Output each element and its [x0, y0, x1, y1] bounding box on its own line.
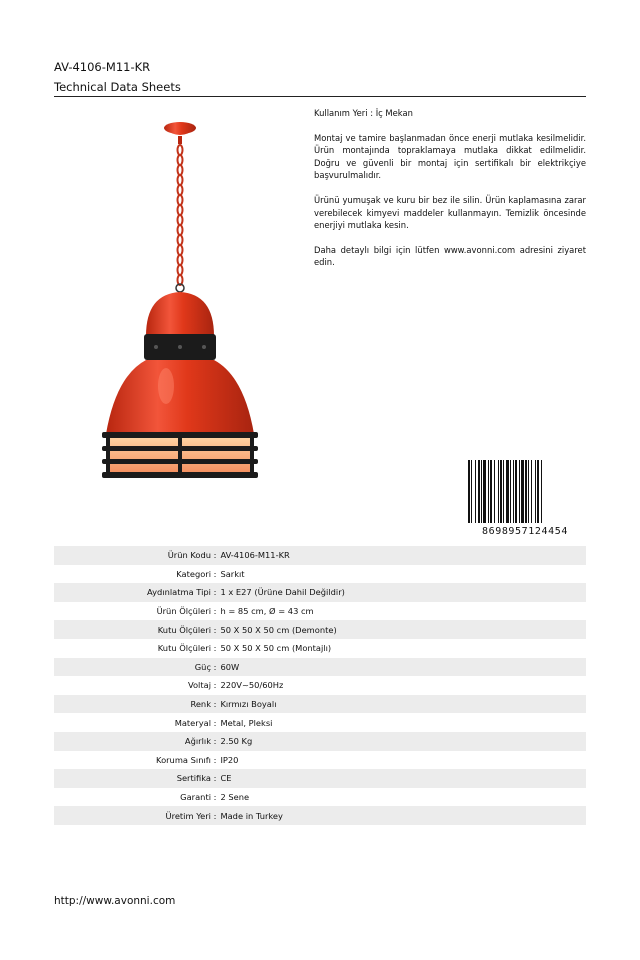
barcode-bar — [537, 460, 539, 523]
barcode-bar — [510, 460, 511, 523]
spec-separator: : — [211, 606, 217, 617]
spec-separator: : — [211, 550, 217, 561]
spec-label: Ürün Kodu — [167, 550, 211, 561]
barcode-bar — [478, 460, 480, 523]
barcode-bar — [498, 460, 499, 523]
spec-row — [54, 806, 586, 825]
barcode-bar — [488, 460, 489, 523]
spec-row — [54, 695, 586, 714]
spec-value: Kırmızı Boyalı — [220, 699, 277, 710]
spec-table — [54, 546, 586, 825]
spec-label: Kutu Ölçüleri — [157, 624, 211, 635]
spec-label: Materyal — [174, 717, 211, 728]
spec-value: IP20 — [220, 754, 239, 765]
spec-separator: : — [211, 568, 217, 579]
spec-value: h = 85 cm, Ø = 43 cm — [220, 606, 314, 617]
spec-label: Aydınlatma Tipi — [147, 587, 211, 598]
spec-separator: : — [211, 792, 217, 803]
spec-row — [54, 583, 586, 602]
barcode-bar — [494, 460, 495, 523]
spec-label: Sertifika — [176, 773, 211, 784]
spec-separator: : — [211, 773, 217, 784]
spec-separator: : — [211, 624, 217, 635]
spec-value: 50 X 50 X 50 cm (Demonte) — [220, 624, 337, 635]
barcode-bars — [468, 460, 542, 523]
barcode-digits: 8698957124454 — [481, 526, 569, 537]
spec-label: Kategori — [176, 568, 211, 579]
spec-value: 220V~50/60Hz — [220, 680, 284, 691]
header-divider — [54, 96, 586, 97]
spec-label: Garanti — [180, 792, 211, 803]
product-code-heading: AV-4106-M11-KR — [54, 60, 151, 74]
barcode-bar — [481, 460, 482, 523]
barcode-bar — [531, 460, 532, 523]
barcode-bar — [528, 460, 529, 523]
spec-value: 2.50 Kg — [220, 736, 253, 747]
usage-notes — [314, 107, 586, 281]
barcode — [466, 460, 584, 537]
spec-separator: : — [211, 680, 217, 691]
spec-row — [54, 713, 586, 732]
spec-row — [54, 639, 586, 658]
spec-separator: : — [211, 717, 217, 728]
spec-label: Koruma Sınıfı — [156, 754, 211, 765]
spec-row — [54, 565, 586, 584]
spec-separator: : — [211, 699, 217, 710]
footer-url[interactable]: http://www.avonni.com — [54, 895, 176, 907]
spec-separator: : — [211, 754, 217, 765]
spec-separator: : — [211, 810, 217, 821]
barcode-bar — [515, 460, 517, 523]
barcode-bar — [535, 460, 536, 523]
barcode-bar — [541, 460, 542, 523]
spec-label: Üretim Yeri — [165, 810, 211, 821]
spec-row — [54, 546, 586, 565]
barcode-bar — [525, 460, 527, 523]
spec-separator: : — [211, 643, 217, 654]
spec-value: AV-4106-M11-KR — [220, 550, 290, 561]
barcode-bar — [521, 460, 524, 523]
spec-row — [54, 620, 586, 639]
spec-label: Güç — [194, 661, 211, 672]
spec-separator: : — [211, 587, 217, 598]
spec-label: Ağırlık — [184, 736, 211, 747]
spec-row — [54, 788, 586, 807]
spec-label: Voltaj — [187, 680, 211, 691]
page-subtitle: Technical Data Sheets — [54, 80, 181, 94]
barcode-bar — [500, 460, 502, 523]
spec-row — [54, 732, 586, 751]
barcode-bar — [471, 460, 472, 523]
spec-value: 50 X 50 X 50 cm (Montajlı) — [220, 643, 332, 654]
barcode-bar — [503, 460, 504, 523]
barcode-bar — [506, 460, 509, 523]
spec-row — [54, 769, 586, 788]
barcode-bar — [475, 460, 476, 523]
spec-separator: : — [211, 661, 217, 672]
usage-cleaning-paragraph: Ürünü yumuşak ve kuru bir bez ile silin. Ürün kaplamasına zarar verebilecek kimyevi maddeler kullanmayın. Temizlik öncesinde enerjiyi mutlaka kesin. — [314, 194, 586, 231]
usage-safety-paragraph: Montaj ve tamire başlanmadan önce enerji mutlaka kesilmelidir. Ürün montajında topraklamaya mutlaka dikkat edilmelidir. Doğru ve güvenli bir montaj için sertifikalı bir elektrikçiye başvurulmalıdır. — [314, 132, 586, 181]
spec-value: 2 Sene — [220, 792, 250, 803]
spec-row — [54, 751, 586, 770]
usage-place: Kullanım Yeri : İç Mekan — [314, 108, 413, 118]
spec-label: Ürün Ölçüleri — [156, 606, 211, 617]
spec-row — [54, 658, 586, 677]
spec-value: 1 x E27 (Ürüne Dahil Değildir) — [220, 587, 345, 598]
barcode-bar — [468, 460, 470, 523]
spec-value: 60W — [220, 661, 240, 672]
spec-value: CE — [220, 773, 232, 784]
usage-info-paragraph: Daha detaylı bilgi için lütfen www.avonni.com adresini ziyaret edin. — [314, 244, 586, 268]
barcode-bar — [519, 460, 520, 523]
spec-row — [54, 676, 586, 695]
product-image — [96, 116, 268, 496]
spec-value: Metal, Pleksi — [220, 717, 273, 728]
spec-label: Kutu Ölçüleri — [157, 643, 211, 654]
barcode-bar — [513, 460, 514, 523]
spec-separator: : — [211, 736, 217, 747]
spec-value: Sarkıt — [220, 568, 245, 579]
barcode-bar — [490, 460, 492, 523]
spec-value: Made in Turkey — [220, 810, 283, 821]
spec-row — [54, 602, 586, 621]
spec-label: Renk — [190, 699, 211, 710]
barcode-bar — [483, 460, 486, 523]
